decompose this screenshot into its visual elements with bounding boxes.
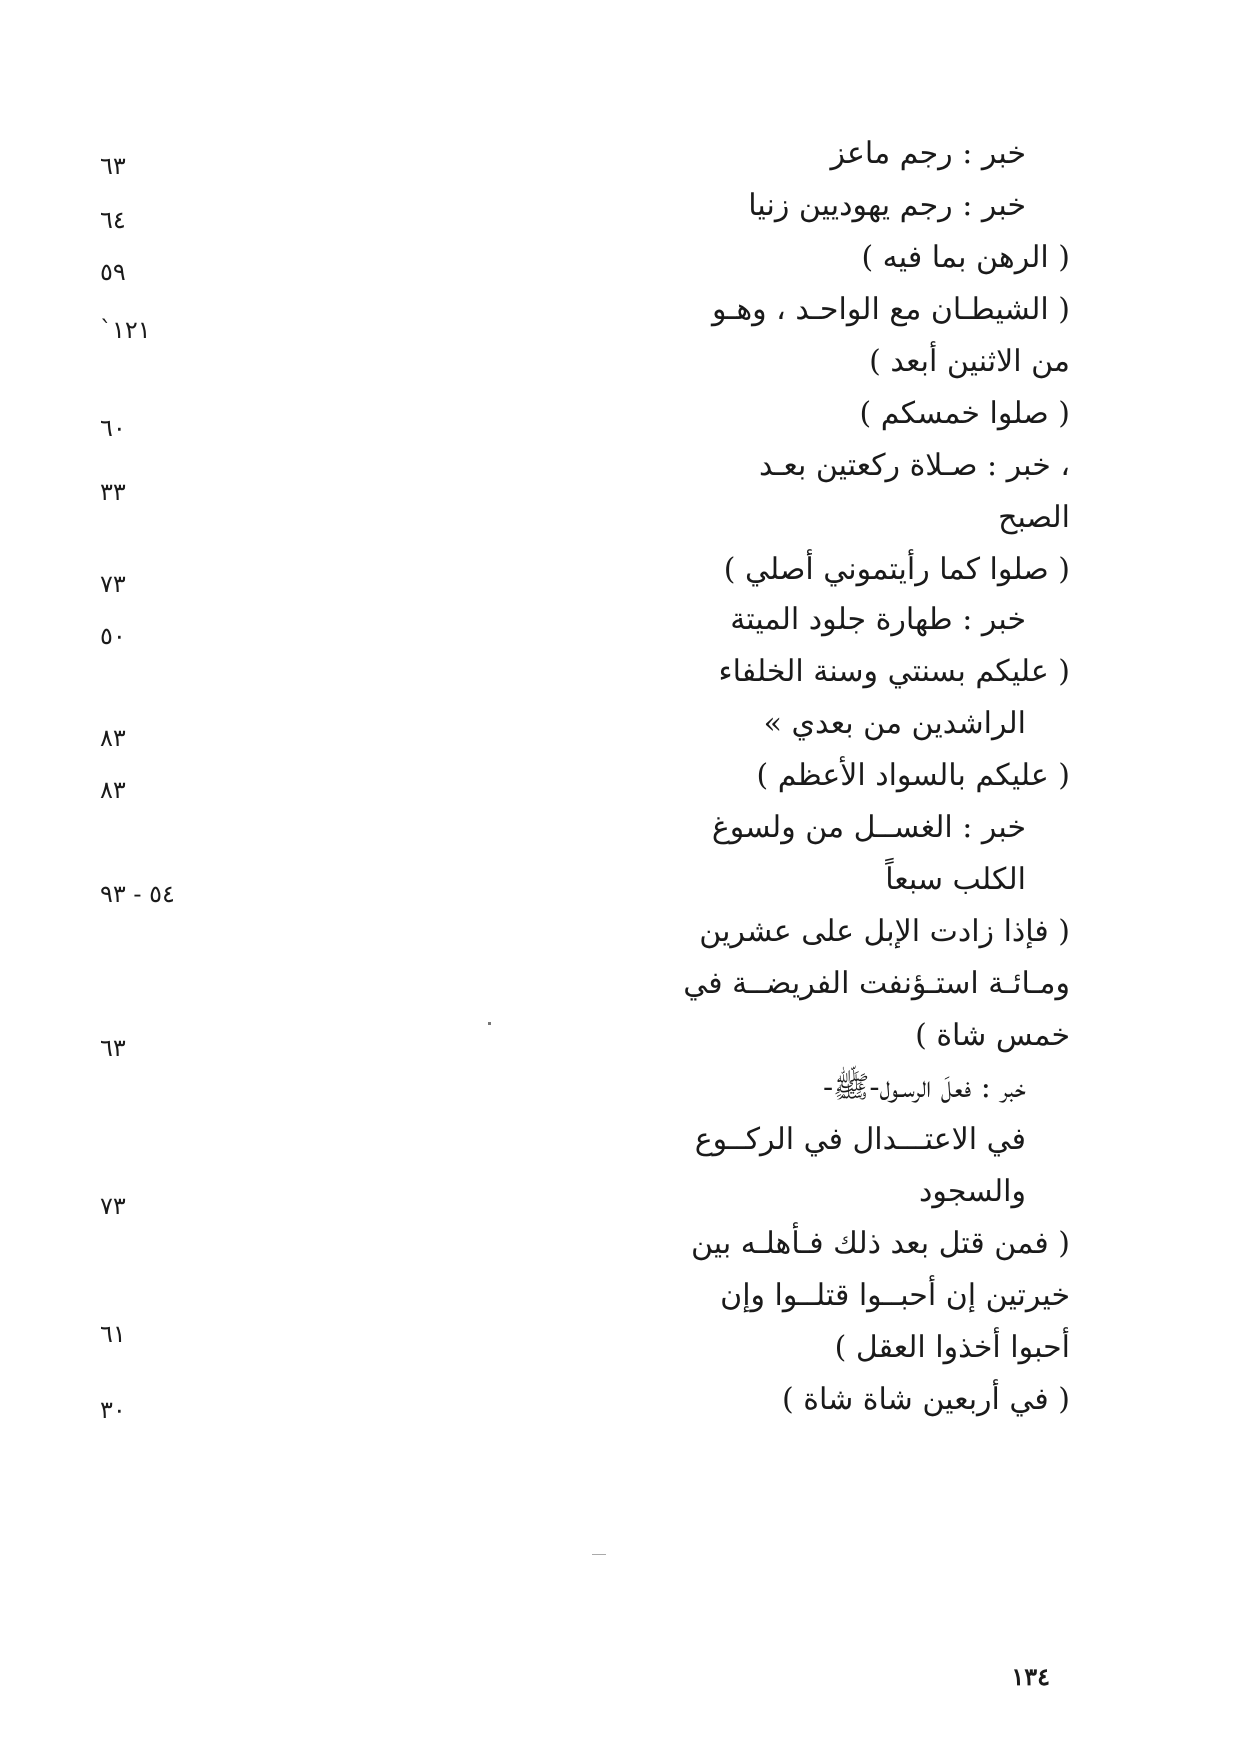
entry-text-line: خبر : فعلَ الرسـول-ﷺ- [823, 1070, 1026, 1105]
entry-page-ref: ٧٣ [100, 1192, 126, 1220]
entry-text-line: خبر : رجم ماعز [830, 136, 1026, 171]
entry-page-ref: ٨٣ [100, 724, 126, 752]
entry-text-line: والسجود [919, 1174, 1026, 1209]
entry-text-line: في الاعتـــدال في الركــوع [694, 1122, 1026, 1157]
entry-text-line: ( صلوا خمسكم ) [859, 396, 1070, 431]
scan-speck [592, 1554, 606, 1555]
entry-page-ref: ١٢١` [100, 316, 151, 344]
entry-text-line: ( فمن قتل بعد ذلك فـأهلـه بين [690, 1226, 1070, 1261]
scan-speck [488, 1022, 491, 1025]
entry-page-ref: ٦٤ [100, 206, 126, 234]
page-number: ١٣٤ [1011, 1662, 1050, 1691]
entry-page-ref: ٥٩ [100, 258, 126, 286]
entry-text-line: الراشدين من بعدي » [763, 706, 1026, 741]
entry-text-line: الصبح [998, 500, 1070, 535]
entry-text-line: ( الشيطـان مع الواحـد ، وهـو [712, 292, 1070, 327]
entry-text-line: أحبوا أخذوا العقل ) [834, 1330, 1070, 1365]
entry-page-ref: ٦٣ [100, 152, 126, 180]
entry-page-ref: ٦٠ [100, 414, 126, 442]
entry-page-ref: ٧٣ [100, 570, 126, 598]
entry-text-line: خيرتين إن أحبــوا قتلــوا وإن [720, 1278, 1070, 1313]
entry-text-line: خمس شاة ) [915, 1018, 1070, 1053]
entry-text-line: ( عليكم بسنتي وسنة الخلفاء [718, 654, 1070, 689]
entry-text-line: ( الرهن بما فيه ) [861, 240, 1070, 275]
entry-text-line: خبر : الغســل من ولسوغ [711, 810, 1026, 845]
entry-text-line: ( عليكم بالسواد الأعظم ) [756, 758, 1070, 793]
entry-page-ref: ٥٤ - ٩٣ [100, 880, 175, 908]
entry-text-line: الكلب سبعاً [885, 862, 1026, 897]
entry-text-line: ، خبر : صـلاة ركعتين بعـد [758, 448, 1070, 483]
entry-page-ref: ٣٠ [100, 1396, 126, 1424]
entry-text-line: ( في أربعين شاة شاة ) [782, 1382, 1070, 1417]
entry-page-ref: ٨٣ [100, 776, 126, 804]
entry-text-line: خبر : رجم يهوديين زنيا [748, 188, 1026, 223]
entry-text-line: ( فإذا زادت الإبل على عشرين [699, 914, 1070, 949]
entry-page-ref: ٣٣ [100, 478, 126, 506]
entry-text-line: ومـائـة استـؤنفت الفريضــة في [683, 966, 1070, 1001]
entry-page-ref: ٦٣ [100, 1034, 126, 1062]
entry-text-line: من الاثنين أبعد ) [869, 344, 1070, 379]
entry-page-ref: ٦١ [100, 1320, 126, 1348]
entry-text-line: ( صلوا كما رأيتموني أصلي ) [723, 552, 1070, 587]
entry-text-line: خبر : طهارة جلود الميتة [730, 602, 1026, 637]
entry-page-ref: ٥٠ [100, 622, 126, 650]
